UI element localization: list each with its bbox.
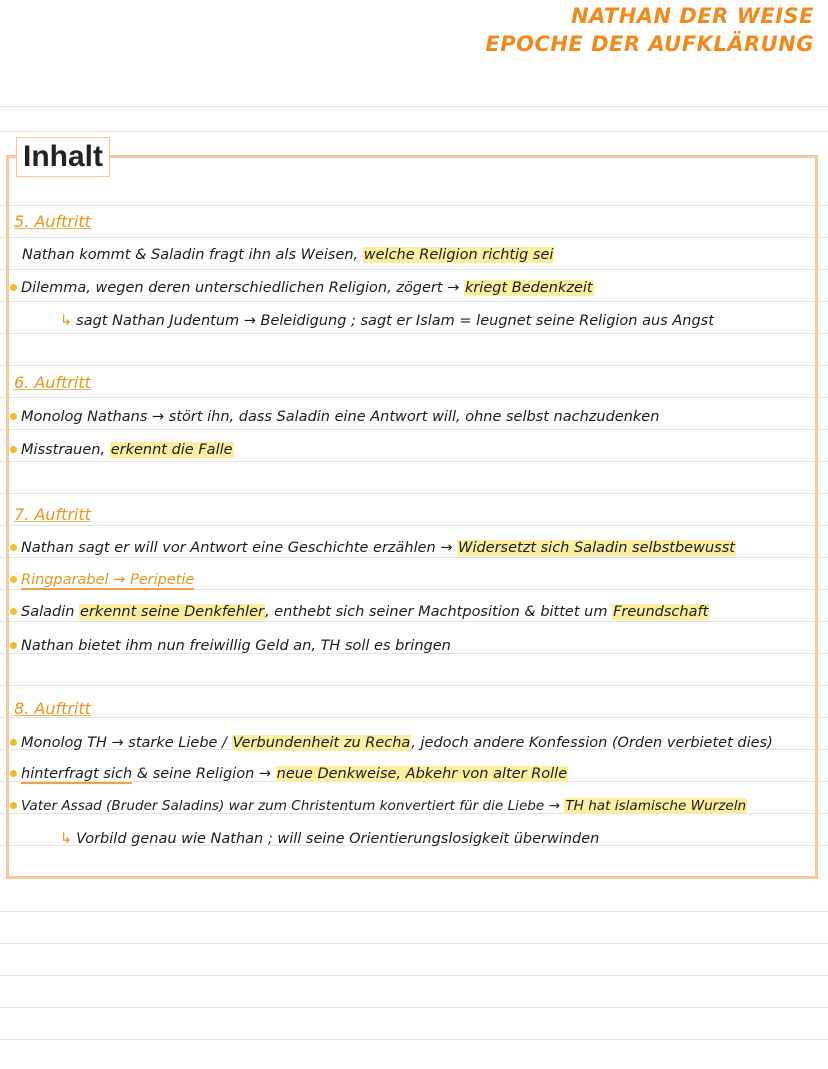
bullet-line (10, 570, 194, 590)
note-text: Vater Assad (Bruder Saladins) war zum Christentum konvertiert für die Liebe → (21, 798, 565, 814)
bullet-line (10, 602, 709, 622)
highlighted-text: kriegt Bedenkzeit (464, 280, 593, 296)
bullet-dot (10, 544, 17, 551)
highlighted-text: Verbundenheit zu Recha (232, 735, 411, 751)
highlighted-text: welche Religion richtig sei (363, 247, 554, 263)
section-heading-7: 7. Auftritt (14, 505, 91, 524)
ruled-line (0, 1007, 828, 1008)
bullet-line (10, 538, 736, 558)
highlighted-text: erkennt seine Denkfehler (80, 604, 264, 620)
note-text: Nathan kommt & Saladin fragt ihn als Weisen, (22, 247, 363, 263)
highlighted-text: TH hat islamische Wurzeln (565, 798, 747, 814)
bullet-line (10, 764, 568, 784)
note-text: Dilemma, wegen deren unterschiedlichen Religion, zögert → (21, 280, 464, 296)
note-text: Nathan sagt er will vor Antwort eine Geschichte erzählen → (21, 540, 458, 556)
section-heading-5: 5. Auftritt (14, 212, 91, 231)
bullet-dot (10, 284, 17, 291)
highlighted-text: Freundschaft (613, 604, 709, 620)
highlighted-text: erkennt die Falle (110, 442, 233, 458)
highlighted-text: neue Denkweise, Abkehr von alter Rolle (276, 766, 568, 782)
note-text: Misstrauen, (21, 442, 110, 458)
bullet-dot (10, 413, 17, 420)
bullet-dot (10, 739, 17, 746)
highlighted-text: Widersetzt sich Saladin selbstbewusst (458, 540, 735, 556)
underlined-text: hinterfragt sich (21, 766, 133, 782)
bullet-dot (10, 642, 17, 649)
bullet-line (10, 733, 773, 753)
section-heading-6: 6. Auftritt (14, 373, 91, 392)
ruled-line (0, 106, 828, 107)
bullet-line (10, 636, 451, 656)
bullet-dot (10, 802, 17, 809)
note-text: sagt Nathan Judentum → Beleidigung ; sagt er Islam = leugnet seine Religion aus Angst (76, 313, 714, 329)
note-text: & seine Religion → (132, 766, 276, 782)
ruled-line (0, 131, 828, 132)
note-text: Monolog TH → starke Liebe / (21, 735, 232, 751)
ruled-line (0, 1039, 828, 1040)
ruled-line (0, 943, 828, 944)
page-subtitle: EPOCHE DER AUFKLÄRUNG (485, 32, 814, 56)
page-title: NATHAN DER WEISE (571, 4, 814, 28)
bullet-dot (10, 608, 17, 615)
section-heading-8: 8. Auftritt (14, 699, 91, 718)
bullet-dot (10, 576, 17, 583)
note-text: Monolog Nathans → stört ihn, dass Saladin eine Antwort will, ohne selbst nachzudenken (21, 409, 660, 425)
ruled-line (0, 975, 828, 976)
note-text: , enthebt sich seiner Machtposition & bittet um (264, 604, 613, 620)
sub-arrow-icon: ↳ (60, 313, 73, 329)
bullet-line (10, 278, 594, 298)
note-text: Saladin (21, 604, 80, 620)
orange-text: Ringparabel → Peripetie (21, 572, 195, 588)
sub-arrow-icon: ↳ (60, 831, 73, 847)
note-text: , jedoch andere Konfession (Orden verbietet dies) (411, 735, 773, 751)
box-label: Inhalt (16, 137, 110, 177)
bullet-line (10, 796, 747, 816)
bullet-line (10, 440, 234, 460)
bullet-dot (10, 770, 17, 777)
ruled-line (0, 911, 828, 912)
bullet-dot (10, 446, 17, 453)
bullet-line (10, 407, 659, 427)
note-text: Nathan bietet ihm nun freiwillig Geld an, TH soll es bringen (21, 638, 451, 654)
note-text: Vorbild genau wie Nathan ; will seine Orientierungslosigkeit überwinden (76, 831, 600, 847)
note-line (22, 245, 554, 265)
sub-line (60, 829, 599, 849)
sub-line (60, 311, 714, 331)
